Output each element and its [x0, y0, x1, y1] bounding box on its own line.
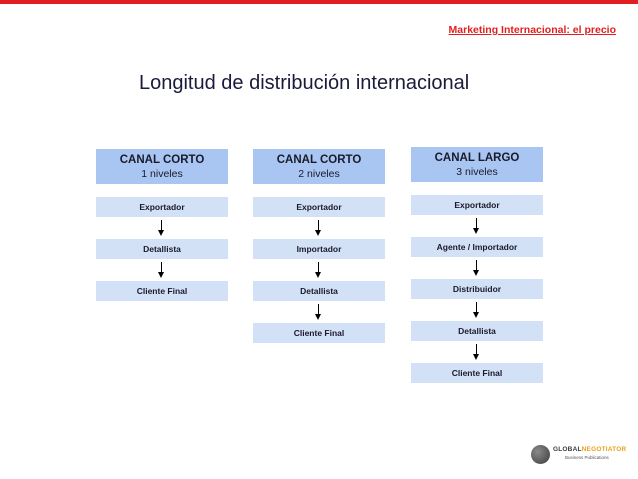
step-box: Cliente Final [96, 281, 228, 301]
channel-title: CANAL CORTO [276, 154, 362, 166]
logo-brand-part2: NEGOTIATOR [581, 446, 627, 453]
channel-column-short-1 [96, 149, 228, 301]
step-box: Cliente Final [253, 323, 385, 343]
step-box: Exportador [411, 195, 543, 215]
channel-title: CANAL LARGO [434, 152, 520, 164]
down-arrow-icon [96, 217, 228, 239]
channel-title: CANAL CORTO [119, 154, 205, 166]
channel-levels: 1 niveles [141, 168, 183, 180]
step-box: Importador [253, 239, 385, 259]
channel-column-long [411, 147, 543, 383]
presentation-title-link[interactable]: Marketing Internacional: el precio [448, 24, 616, 36]
step-box: Detallista [253, 281, 385, 301]
channel-header [96, 149, 228, 184]
down-arrow-icon [253, 217, 385, 239]
down-arrow-icon [411, 299, 543, 321]
channel-levels: 2 niveles [298, 168, 340, 180]
channel-header [411, 147, 543, 182]
down-arrow-icon [253, 259, 385, 281]
step-box: Cliente Final [411, 363, 543, 383]
down-arrow-icon [96, 259, 228, 281]
down-arrow-icon [411, 215, 543, 237]
globe-icon [531, 445, 550, 464]
down-arrow-icon [411, 257, 543, 279]
down-arrow-icon [411, 341, 543, 363]
logo-brand-part1: GLOBAL [553, 446, 582, 453]
channel-header [253, 149, 385, 184]
step-box: Exportador [96, 197, 228, 217]
channel-column-short-2 [253, 149, 385, 343]
step-box: Distribuidor [411, 279, 543, 299]
global-negotiator-logo [531, 444, 627, 466]
logo-tagline: Business Publications [565, 455, 609, 460]
slide-title: Longitud de distribución internacional [139, 72, 470, 94]
logo-brand [553, 446, 626, 453]
step-box: Agente / Importador [411, 237, 543, 257]
down-arrow-icon [253, 301, 385, 323]
channel-levels: 3 niveles [456, 166, 498, 178]
step-box: Detallista [411, 321, 543, 341]
step-box: Detallista [96, 239, 228, 259]
top-accent-bar [0, 0, 638, 4]
step-box: Exportador [253, 197, 385, 217]
